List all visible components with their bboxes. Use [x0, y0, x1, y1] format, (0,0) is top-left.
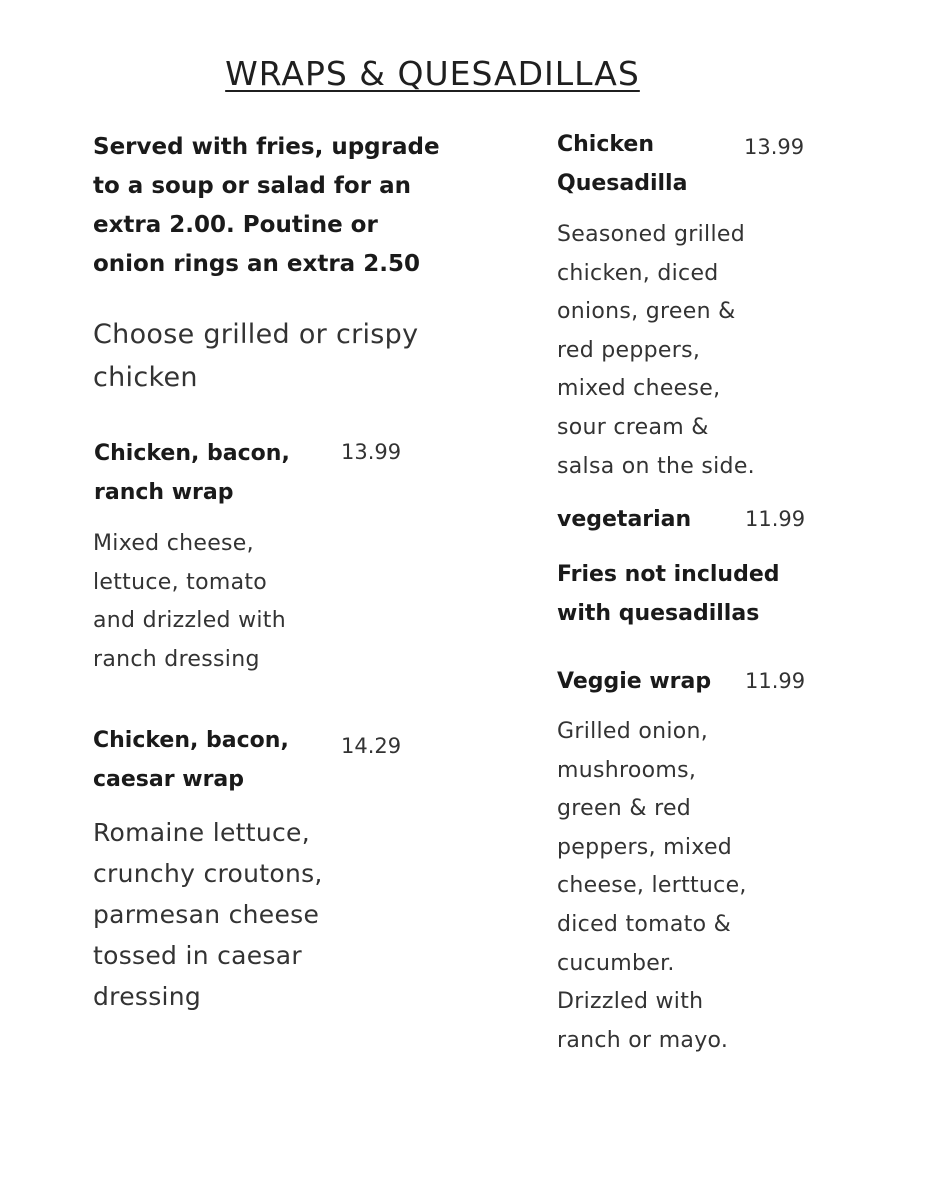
desc-line: mixed cheese, — [557, 376, 721, 402]
desc-line: onions, green & — [557, 299, 736, 325]
intro-line: extra 2.00. Poutine or — [93, 212, 378, 238]
menu-item-name — [93, 721, 289, 799]
item-name-line: caesar wrap — [93, 767, 245, 792]
menu-item-name — [557, 125, 687, 203]
chicken-choice-note — [93, 313, 418, 399]
menu-item-price: 13.99 — [744, 135, 805, 159]
intro-line: Served with fries, upgrade — [93, 134, 440, 160]
menu-item-description — [557, 216, 755, 486]
menu-item-name — [94, 434, 290, 512]
quesadilla-note — [557, 555, 780, 633]
menu-item-price: 11.99 — [745, 669, 806, 693]
menu-item-price: 14.29 — [341, 734, 402, 758]
menu-item-description — [93, 525, 286, 679]
menu-item-price: 11.99 — [745, 507, 806, 531]
item-name-line: Chicken — [557, 132, 655, 157]
desc-line: crunchy croutons, — [93, 859, 323, 888]
item-name-line: Quesadilla — [557, 171, 688, 196]
desc-line: dressing — [93, 982, 202, 1011]
choice-line: chicken — [93, 362, 198, 393]
desc-line: Seasoned grilled — [557, 222, 745, 247]
desc-line: Romaine lettuce, — [93, 818, 310, 847]
menu-item-description — [93, 812, 323, 1017]
item-name-line: Chicken, bacon, — [93, 728, 289, 753]
desc-line: Grilled onion, — [557, 719, 709, 744]
intro-line: to a soup or salad for an — [93, 173, 411, 199]
menu-item-name: Veggie wrap — [557, 669, 712, 694]
choice-line: Choose grilled or crispy — [93, 319, 419, 350]
item-name-line: ranch wrap — [94, 480, 234, 505]
desc-line: and drizzled with — [93, 608, 286, 634]
desc-line: cucumber. — [557, 950, 675, 976]
desc-line: parmesan cheese — [93, 900, 320, 929]
desc-line: mushrooms, — [557, 757, 697, 783]
intro-note — [93, 128, 440, 284]
desc-line: ranch or mayo. — [557, 1027, 729, 1053]
menu-item-price: 13.99 — [341, 440, 402, 464]
note-line: Fries not included — [557, 562, 780, 587]
desc-line: red peppers, — [557, 337, 701, 363]
desc-line: ranch dressing — [93, 646, 260, 672]
page-title: WRAPS & QUESADILLAS — [225, 54, 640, 93]
desc-line: Mixed cheese, — [93, 531, 254, 556]
desc-line: lettuce, tomato — [93, 569, 268, 595]
desc-line: tossed in caesar — [93, 941, 302, 970]
desc-line: green & red — [557, 796, 692, 822]
item-name-line: Chicken, bacon, — [94, 441, 290, 466]
desc-line: salsa on the side. — [557, 453, 755, 479]
desc-line: Drizzled with — [557, 989, 704, 1015]
desc-line: chicken, diced — [557, 260, 719, 286]
note-line: with quesadillas — [557, 601, 760, 626]
menu-item-description — [557, 713, 747, 1060]
desc-line: diced tomato & — [557, 911, 732, 937]
desc-line: sour cream & — [557, 414, 709, 440]
desc-line: cheese, lerttuce, — [557, 873, 747, 899]
desc-line: peppers, mixed — [557, 834, 733, 860]
menu-item-name: vegetarian — [557, 507, 692, 532]
intro-line: onion rings an extra 2.50 — [93, 251, 420, 277]
